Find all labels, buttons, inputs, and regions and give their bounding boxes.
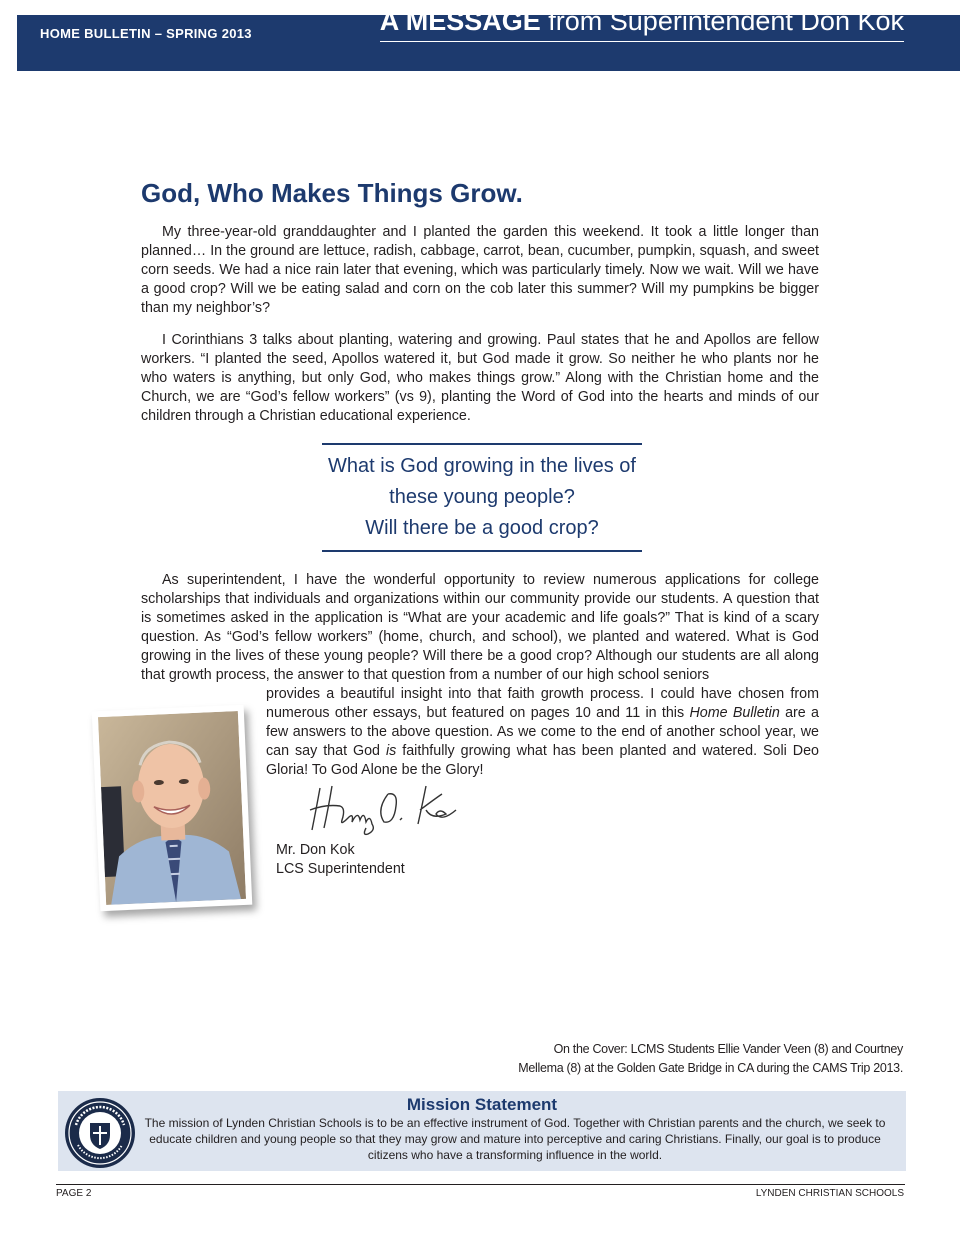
footer-page-number: PAGE 2 [56,1188,92,1199]
header-underline [380,41,904,42]
header-title-strong: A MESSAGE [379,6,541,36]
paragraph-superintendent-continued [266,685,819,780]
paragraph-text: are a few answers to the above question. As we come to the end of another school year, we can say that God [266,705,820,759]
signer-title: LCS Superintendent [276,861,405,877]
paragraph-corinthians: I Corinthians 3 talks about planting, watering and growing. Paul states that he and Apollos are fellow workers. “I planted the seed, Apollos watered it, but God made it grow. So neither he who plants nor he who waters is anything, but only God, who makes things grow.” Along with the Christian home and the Church, we are “God’s fellow workers” (vs 9), planting the Word of God into the hearts and minds of our children through a Christian educational experience. [141,332,819,424]
superintendent-photo [92,705,253,911]
pull-quote-line: What is God growing in the lives of [328,455,636,477]
pull-quote-line: Will there be a good crop? [365,517,599,539]
header-title-rest: from Superintendent Don Kok [540,6,904,36]
footer-rule [56,1184,905,1185]
signature-image [306,780,466,836]
paragraph-superintendent: As superintendent, I have the wonderful opportunity to review numerous applications for college scholarships that individuals and organizations within our community provide our students. A question that is sometimes asked in the application is “What are your academic and life goals?” That is kind of a scary question. As “God’s fellow workers” (home, church, and school), we planted and watered. What is God growing in the lives of these young people? Will there be a good crop? Although our students are all along that growth process, the answer to that question from a number of our high school seniors [141,572,819,683]
bulletin-label: HOME BULLETIN – SPRING 2013 [40,26,252,41]
mission-text: The mission of Lynden Christian Schools is to be an effective instrument of God. Together with Christian parents and the church, we seek to educate children and young people so that they may grow and mature into perceptive and caring Christians. Finally, our goal is to produce citizens who have a transforming influence in the world. [144,1116,886,1162]
cover-caption-line: Mellema (8) at the Golden Gate Bridge in CA during the CAMS Trip 2013. [518,1061,903,1075]
pull-quote-line: these young people? [389,486,575,508]
article-title: God, Who Makes Things Grow. [141,178,523,208]
paragraph-text: provides a beautiful insight into that faith growth process. I could have chosen from numerous other essays, but featured on pages 10 and 11 in this [266,686,819,721]
cover-caption-line: On the Cover: LCMS Students Ellie Vander Veen (8) and Courtney [553,1042,903,1056]
paragraph-emphasis: is [385,743,397,759]
pull-quote [300,451,664,544]
signer-name: Mr. Don Kok [276,842,355,858]
portrait-image [98,711,246,905]
paragraph-text: faithfully growing what has been planted and watered. Soli Deo Gloria! To God Alone be the Glory! [266,743,820,778]
mission-title: Mission Statement [406,1095,558,1114]
pull-quote-rule-top [322,443,642,445]
header-title [380,6,904,37]
paragraph-garden: My three-year-old granddaughter and I planted the garden this weekend. It took a little longer than planned… In the ground are lettuce, radish, cabbage, carrot, bean, cucumber, pumpkin, squash, and sweet corn seeds. We had a nice rain later that evening, which was particularly timely. Now we wait. Will we have a good crop? Will we be eating salad and corn on the cob later this summer? Will my pumpkins be bigger than my neighbor’s? [141,224,819,316]
footer-school-name: LYNDEN CHRISTIAN SCHOOLS [755,1188,904,1199]
paragraph-emphasis: Home Bulletin [689,705,780,721]
cover-caption [483,1040,903,1078]
school-seal-logo [64,1097,136,1169]
pull-quote-rule-bottom [322,550,642,552]
